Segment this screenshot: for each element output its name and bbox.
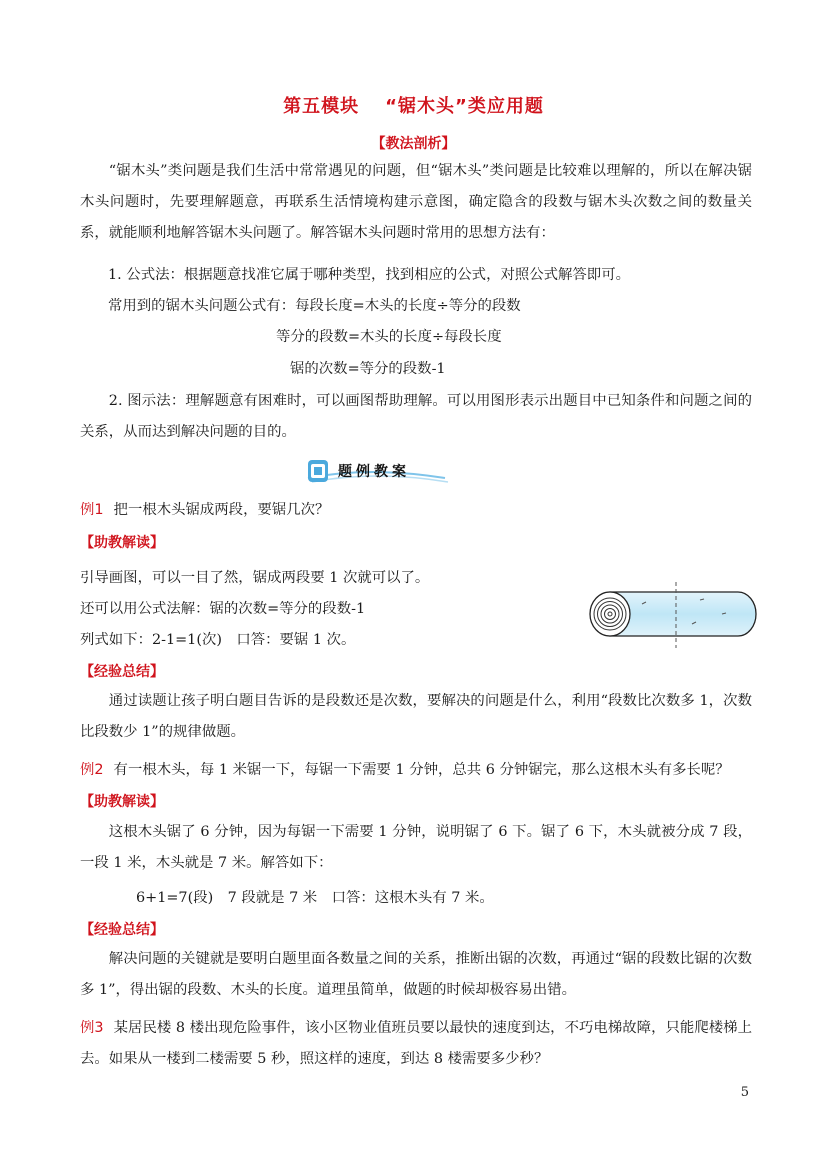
formula-segments: 等分的段数=木头的长度÷每段长度	[276, 329, 502, 345]
page-title	[0, 92, 827, 118]
example1-analysis-1: 引导画图，可以一目了然，锯成两段要 1 次就可以了。	[80, 570, 430, 586]
example1-analysis-3: 列式如下：2-1=1(次) 口答：要锯 1 次。	[80, 632, 356, 648]
example1-label: 例1	[80, 502, 104, 518]
example2-question: 例2 有一根木头，每 1 米锯一下，每锯一下需要 1 分钟，总共 6 分钟锯完，那么这根木头有多长呢？	[80, 762, 730, 778]
formula-intro: 常用到的锯木头问题公式有：每段长度=木头的长度÷等分的段数	[108, 298, 521, 314]
formula-cuts: 锯的次数=等分的段数-1	[290, 361, 446, 377]
method-diagram: 2. 图示法：理解题意有困难时，可以画图帮助理解。可以用图形表示出题目中已知条件和问题之间的关系，从而达到解决问题的目的。	[80, 393, 752, 440]
example2-summary-label: 【经验总结】	[80, 922, 164, 938]
page-number: 5	[740, 1085, 749, 1100]
example2-analysis: 这根木头锯了 6 分钟，因为每锯一下需要 1 分钟，说明锯了 6 下。锯了 6 下，木头就被分成 7 段，一段 1 米，木头就是 7 米。解答如下：	[80, 824, 752, 871]
example3-label: 例3	[80, 1020, 104, 1036]
title-topic: “锯木头”类应用题	[385, 96, 544, 117]
section-method-heading: 【教法剖析】	[371, 136, 456, 152]
log-icon	[582, 578, 758, 650]
banner-text: 题例教案	[338, 464, 410, 480]
example3-question: 例3 某居民楼 8 楼出现危险事件，该小区物业值班员要以最快的速度到达，不巧电梯故障，只能爬楼梯上去。如果从一楼到二楼需要 5 秒，照这样的速度，到达 8 楼需要多少秒？	[80, 1020, 752, 1067]
example2-summary: 解决问题的关键就是要明白题里面各数量之间的关系，推断出锯的次数，再通过“锯的段数比锯的次数多 1”，得出锯的段数、木头的长度。道理虽简单，做题的时候却极容易出错。	[80, 951, 752, 998]
example1-summary-label: 【经验总结】	[80, 664, 164, 680]
title-module: 第五模块	[283, 96, 360, 117]
example-banner	[300, 456, 450, 488]
example1-analysis-label: 【助教解读】	[80, 535, 164, 551]
log-illustration	[582, 578, 758, 650]
intro-paragraph: “锯木头”类问题是我们生活中常常遇见的问题，但“锯木头”类问题是比较难以理解的，所以在解决锯木头问题时，先要理解题意，再联系生活情境构建示意图，确定隐含的段数与锯木头次数之间的数量关系，就能顺利地解答锯木头问题了。解答锯木头问题时常用的思想方法有：	[80, 163, 752, 241]
example1-question: 例1 把一根木头锯成两段，要锯几次？	[80, 502, 330, 518]
example2-solution: 6+1=7(段) 7 段就是 7 米 口答：这根木头有 7 米。	[136, 890, 494, 906]
example1-analysis-2: 还可以用公式法解：锯的次数=等分的段数-1	[80, 601, 366, 617]
example2-analysis-label: 【助教解读】	[80, 794, 164, 810]
method-formula: 1. 公式法：根据题意找准它属于哪种类型，找到相应的公式，对照公式解答即可。	[108, 267, 630, 283]
example1-summary: 通过读题让孩子明白题目告诉的是段数还是次数，要解决的问题是什么，利用“段数比次数多 1，次数比段数少 1”的规律做题。	[80, 693, 752, 740]
example2-label: 例2	[80, 762, 104, 778]
